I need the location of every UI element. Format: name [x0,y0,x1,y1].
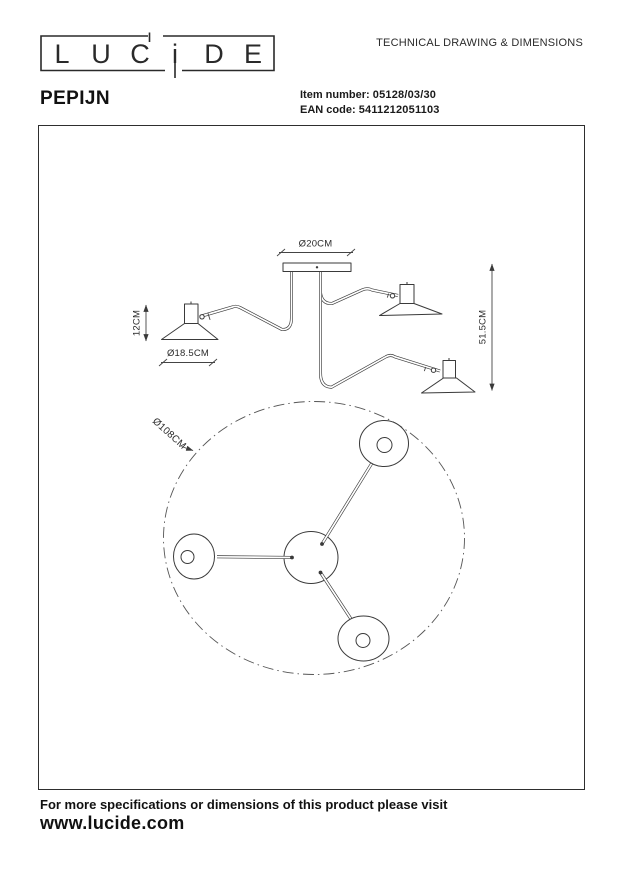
logo-letter: L [54,39,70,69]
doc-title: TECHNICAL DRAWING & DIMENSIONS [376,37,583,49]
dim-shade-height [132,305,147,341]
logo-letter: C [130,39,150,69]
lower-lamp-head [422,358,476,393]
dim-fixture-height-label: 51.5CM [477,309,489,345]
side-view [132,239,493,394]
top-view [150,402,465,675]
left-lamp-head [162,302,219,340]
logo-letter: U [91,39,111,69]
technical-drawing-frame [38,125,585,790]
left-arm-tube [200,270,292,330]
lower-shade-cone [422,378,476,393]
ean-row [300,103,440,118]
dim-canopy-diameter [277,239,355,257]
logo-letter: E [243,39,263,69]
left-socket [185,304,199,325]
plan-shade-lower [338,616,389,661]
logo-border [41,36,274,71]
product-codes [300,88,440,118]
logo-letter: i [172,39,178,69]
dim-fixture-spread [150,416,193,452]
lower-swivel-joint [431,368,435,372]
upper-lamp-head [380,282,443,316]
lower-socket [443,361,456,380]
dim-fixture-spread-label: Ø108CM [149,416,188,452]
lucide-logo [40,32,275,80]
item-number-row [300,88,440,103]
website-url: www.lucide.com [40,813,185,833]
item-number-label: Item number: [300,89,370,101]
dim-canopy-diameter-label: Ø20CM [298,238,333,250]
footer-note: For more specifications or dimensions of this product please visit [40,797,448,812]
ceiling-plate-screw [316,266,318,268]
ean-value: 5411212051103 [358,104,440,116]
plan-shade-left [174,534,215,579]
plan-shade-upper [360,421,409,467]
product-name: PEPIJN [40,88,110,109]
item-number-value: 05128/03/30 [372,89,437,101]
left-shade-cone [162,324,219,340]
upper-socket [400,285,414,305]
dim-fixture-height [478,264,493,391]
upper-swivel-joint [390,294,394,298]
upper-shade-cone [380,304,443,316]
lower-arm-tube [321,270,441,387]
logo-letter: D [204,39,224,69]
left-swivel-joint [200,315,204,319]
dim-shade-diameter [159,348,217,366]
ean-label: EAN code: [300,104,356,116]
dim-shade-height-label: 12CM [131,309,143,337]
technical-drawing [39,126,584,789]
dim-shade-diameter-label: Ø18.5CM [166,348,210,359]
